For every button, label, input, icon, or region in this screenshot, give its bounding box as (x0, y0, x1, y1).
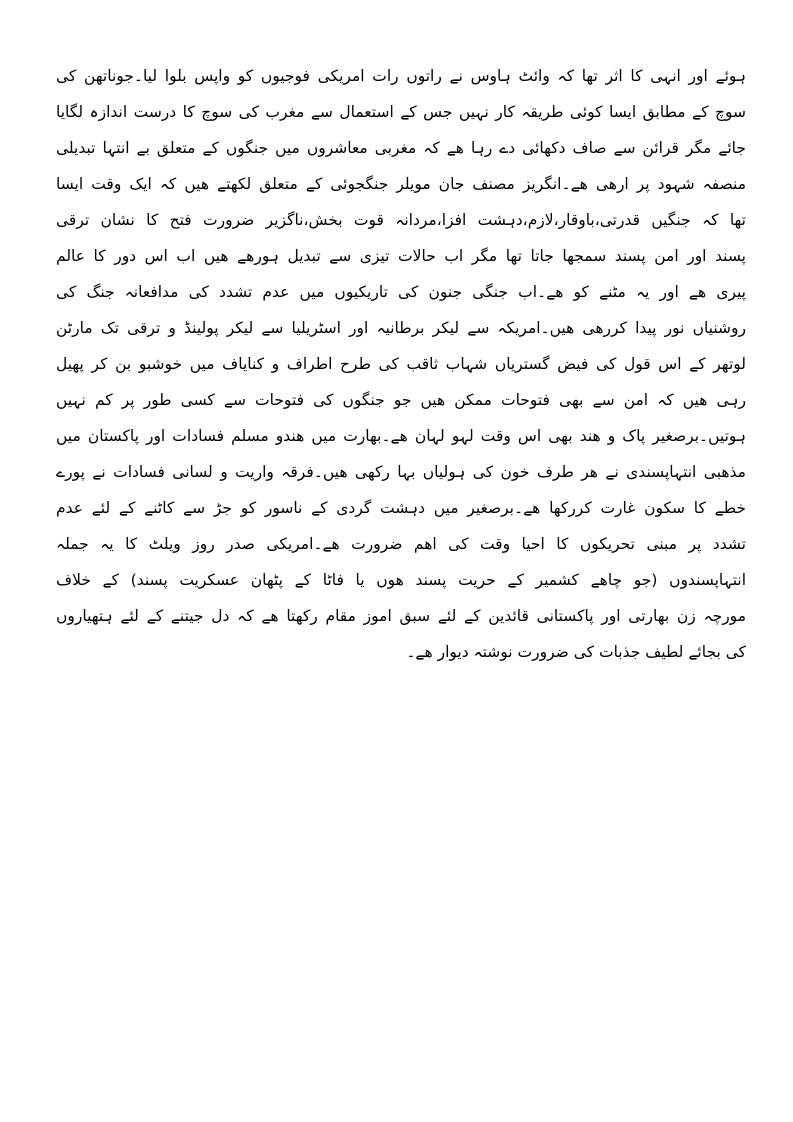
paragraph-line: منصفہ شہود پر ارھی ھے۔انگریز مصنف جان مویلر جنگجوئی کے متعلق لکھتے ھیں کہ ایک وقت ایسا (56, 175, 746, 193)
paragraph-line: خطے کا سکون غارت کررکھا ھے۔برصغیر میں دہشت گردی کے ناسور کو جڑ سے کاٹنے کے لئے عدم (56, 499, 746, 517)
paragraph-line: ہوتیں۔برصغیر پاک و ھند بھی اس وقت لہو لہان ھے۔بھارت میں ھندو مسلم فسادات اور پاکستان میں (56, 427, 746, 445)
paragraph-line: سوچ کے مطابق ایسا کوئی طریقہ کار نہیں جس کے استعمال سے مغرب کی سوچ کا درست اندازہ لگایا (56, 103, 746, 121)
paragraph-line: لوتھر کے اس قول کی فیض گستریاں شہاب ثاقب کی طرح اطراف و کنایاف میں خوشبو بن کر پھیل (56, 355, 746, 373)
paragraph-line: مذھبی انتہاپسندی نے ھر طرف خون کی ہولیاں بہا رکھی ھیں۔فرقہ واریت و لسانی فسادات نے پورے (56, 463, 746, 481)
paragraph-line: رہی ھیں کہ امن سے بھی فتوحات ممکن ھیں جو جنگوں کی فتوحات سے کسی طور پر کم نہیں (56, 391, 746, 409)
paragraph-line: ہوئے اور انہی کا اثر تھا کہ وائٹ ہاوس نے راتوں رات امریکی فوجیوں کو واپس بلوا لیا۔جوناتھن کی (56, 67, 746, 85)
paragraph-line: تشدد پر مبنی تحریکوں کا احیا وقت کی اھم ضرورت ھے۔امریکی صدر روز ویلٹ کا یہ جملہ (56, 535, 746, 553)
paragraph-line: مورچہ زن بھارتی اور پاکستانی قائدین کے لئے سبق اموز مقام رکھتا ھے کہ دل جیتنے کے لئے ہتھیاروں (56, 607, 746, 625)
article-body (56, 58, 746, 670)
paragraph-line: جائے مگر قرائن سے صاف دکھائی دے رہا ھے کہ مغربی معاشروں میں جنگوں کے متعلق بے انتہا تبدیلی (56, 139, 746, 157)
paragraph-line: پیری ھے اور یہ مٹنے کو ھے۔اب جنگی جنون کی تاریکیوں میں عدم تشدد کی مدافعانہ جنگ کی (56, 283, 746, 301)
paragraph-line: پسند اور امن پسند سمجھا جاتا تھا مگر اب حالات تیزی سے تبدیل ہورھے ھیں اب اس دور کا عالم (56, 247, 746, 265)
paragraph-last-line: کی بجائے لطیف جذبات کی ضرورت نوشتہ دیوار ھے۔ (406, 643, 746, 661)
paragraph-line: تھا کہ جنگیں قدرتی،باوقار،لازم،دہشت افزا،مردانہ قوت بخش،ناگزیر ضرورت فتح کا نشان ترقی (56, 211, 746, 229)
paragraph-line: انتہاپسندوں (جو چاھے کشمیر کے حریت پسند ھوں یا فاٹا کے پٹھان عسکریت پسند) کے خلاف (56, 571, 746, 589)
paragraph-line: روشنیاں نور پیدا کررھی ھیں۔امریکہ سے لیکر برطانیہ اور اسٹریلیا سے لیکر پولینڈ و ترقی تک مارٹن (56, 319, 746, 337)
